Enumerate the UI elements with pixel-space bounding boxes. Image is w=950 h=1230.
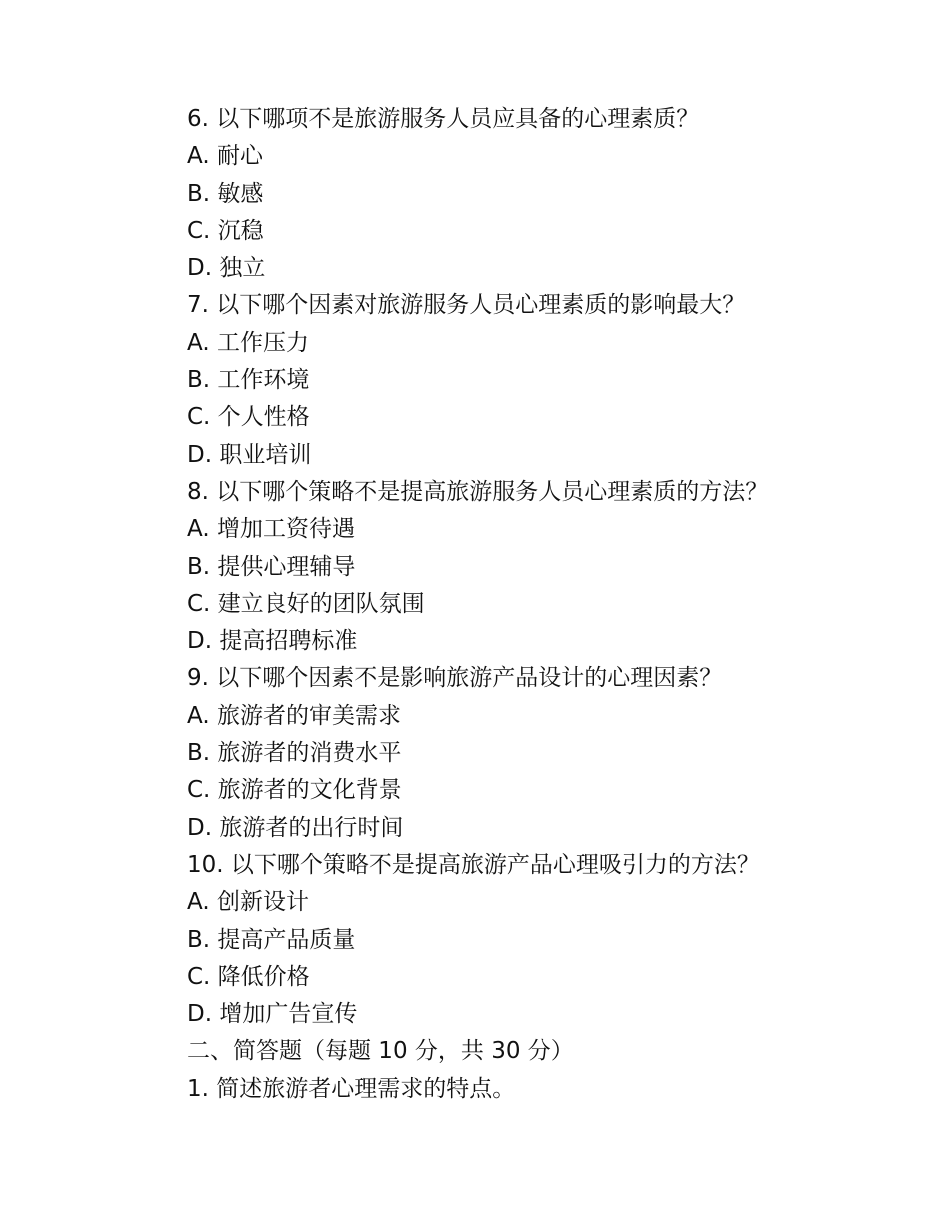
option-c: C. 降低价格 <box>187 963 310 990</box>
question-stem: 6. 以下哪项不是旅游服务人员应具备的心理素质？ <box>187 106 700 132</box>
option-b: B. 提高产品质量 <box>187 926 356 953</box>
option-d: D. 提高招聘标准 <box>187 628 358 655</box>
question-stem: 10. 以下哪个策略不是提高旅游产品心理吸引力的方法？ <box>187 851 760 878</box>
question-stem: 7. 以下哪个因素对旅游服务人员心理素质的影响最大？ <box>187 292 746 319</box>
option-c: C. 沉稳 <box>187 217 264 244</box>
option-b: B. 工作环境 <box>187 367 310 394</box>
question-10 <box>187 847 887 1033</box>
option-d: D. 职业培训 <box>187 441 312 468</box>
question-6 <box>187 101 887 287</box>
short-answer-question-1: 1. 简述旅游者心理需求的特点。 <box>187 1075 516 1102</box>
option-d: D. 旅游者的出行时间 <box>187 814 404 841</box>
question-7 <box>187 287 887 473</box>
option-a: A. 工作压力 <box>187 329 309 356</box>
option-c: C. 建立良好的团队氛围 <box>187 590 425 617</box>
question-9 <box>187 660 887 846</box>
option-b: B. 提供心理辅导 <box>187 553 356 580</box>
question-stem: 9. 以下哪个因素不是影响旅游产品设计的心理因素？ <box>187 665 723 692</box>
option-c: C. 个人性格 <box>187 404 310 431</box>
section-heading: 二、简答题（每题 10 分，共 30 分） <box>187 1038 574 1065</box>
option-a: A. 耐心 <box>187 143 263 170</box>
question-stem: 8. 以下哪个策略不是提高旅游服务人员心理素质的方法？ <box>187 478 769 505</box>
option-a: A. 增加工资待遇 <box>187 516 355 543</box>
option-a: A. 创新设计 <box>187 889 309 916</box>
option-b: B. 敏感 <box>187 180 264 207</box>
document-page <box>187 101 887 1108</box>
option-a: A. 旅游者的审美需求 <box>187 702 401 729</box>
option-d: D. 增加广告宣传 <box>187 1001 358 1028</box>
option-c: C. 旅游者的文化背景 <box>187 777 402 804</box>
question-8 <box>187 474 887 660</box>
option-d: D. 独立 <box>187 255 266 282</box>
option-b: B. 旅游者的消费水平 <box>187 740 402 767</box>
